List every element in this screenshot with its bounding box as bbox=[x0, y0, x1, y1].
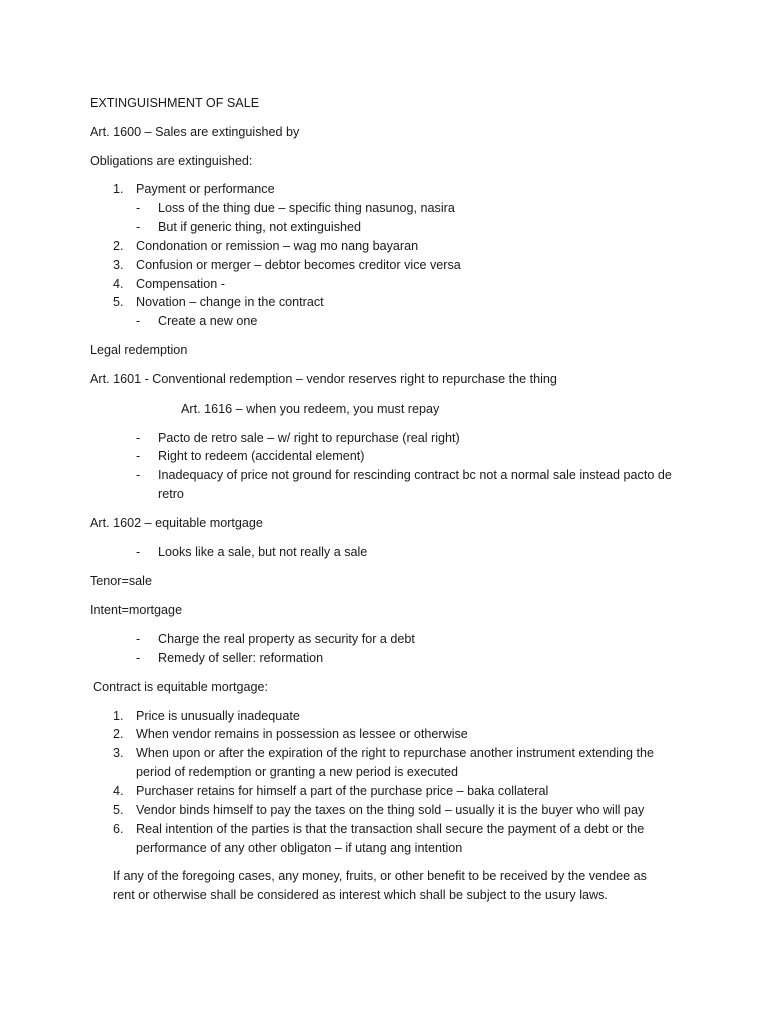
bullet-item-continued: retro bbox=[158, 487, 184, 501]
sub-list-item: But if generic thing, not extinguished bbox=[158, 220, 362, 234]
contract-heading: Contract is equitable mortgage: bbox=[93, 680, 269, 694]
list-item: Compensation - bbox=[136, 277, 225, 291]
closing-paragraph-line: If any of the foregoing cases, any money, fruits, or other benefit to be received by the vendee as bbox=[113, 869, 647, 883]
list-number: 3. bbox=[113, 746, 124, 760]
sub-list-item: Create a new one bbox=[158, 314, 258, 328]
dash-bullet: - bbox=[136, 431, 141, 445]
bullet-item: Looks like a sale, but not really a sale bbox=[158, 545, 368, 559]
dash-bullet: - bbox=[136, 201, 141, 215]
article-1601: Art. 1601 - Conventional redemption – vendor reserves right to repurchase the thing bbox=[90, 372, 557, 386]
list-number: 1. bbox=[113, 709, 124, 723]
bullet-item: Remedy of seller: reformation bbox=[158, 651, 324, 665]
list-item: Condonation or remission – wag mo nang bayaran bbox=[136, 239, 419, 253]
list-number: 4. bbox=[113, 277, 124, 291]
dash-bullet: - bbox=[136, 449, 141, 463]
bullet-item: Charge the real property as security for a debt bbox=[158, 632, 415, 646]
list-item: Payment or performance bbox=[136, 182, 275, 196]
closing-paragraph-line: rent or otherwise shall be considered as interest which shall be subject to the usury laws. bbox=[113, 888, 608, 902]
dash-bullet: - bbox=[136, 632, 141, 646]
legal-redemption-heading: Legal redemption bbox=[90, 343, 188, 357]
dash-bullet: - bbox=[136, 468, 141, 482]
list-item-continued: period of redemption or granting a new period is executed bbox=[136, 765, 459, 779]
intent-line: Intent=mortgage bbox=[90, 603, 183, 617]
article-1602: Art. 1602 – equitable mortgage bbox=[90, 516, 263, 530]
list-item: Novation – change in the contract bbox=[136, 295, 324, 309]
list-item: Real intention of the parties is that the transaction shall secure the payment of a debt or the bbox=[136, 822, 645, 836]
dash-bullet: - bbox=[136, 314, 141, 328]
dash-bullet: - bbox=[136, 545, 141, 559]
list-item: Confusion or merger – debtor becomes creditor vice versa bbox=[136, 258, 461, 272]
list-number: 1. bbox=[113, 182, 124, 196]
article-1600: Art. 1600 – Sales are extinguished by bbox=[90, 125, 300, 139]
obligations-heading: Obligations are extinguished: bbox=[90, 154, 253, 168]
article-1616: Art. 1616 – when you redeem, you must repay bbox=[181, 402, 440, 416]
list-number: 2. bbox=[113, 239, 124, 253]
list-item-continued: performance of any other obligaton – if utang ang intention bbox=[136, 841, 463, 855]
dash-bullet: - bbox=[136, 651, 141, 665]
list-number: 4. bbox=[113, 784, 124, 798]
list-number: 6. bbox=[113, 822, 124, 836]
list-item: Purchaser retains for himself a part of the purchase price – baka collateral bbox=[136, 784, 549, 798]
list-item: Vendor binds himself to pay the taxes on the thing sold – usually it is the buyer who will pay bbox=[136, 803, 645, 817]
list-number: 2. bbox=[113, 727, 124, 741]
bullet-item: Right to redeem (accidental element) bbox=[158, 449, 365, 463]
list-item: When vendor remains in possession as lessee or otherwise bbox=[136, 727, 468, 741]
tenor-line: Tenor=sale bbox=[90, 574, 152, 588]
document-title: EXTINGUISHMENT OF SALE bbox=[90, 96, 260, 110]
sub-list-item: Loss of the thing due – specific thing nasunog, nasira bbox=[158, 201, 455, 215]
bullet-item: Pacto de retro sale – w/ right to repurchase (real right) bbox=[158, 431, 460, 445]
list-item: When upon or after the expiration of the right to repurchase another instrument extending the bbox=[136, 746, 655, 760]
list-number: 5. bbox=[113, 803, 124, 817]
list-item: Price is unusually inadequate bbox=[136, 709, 300, 723]
list-number: 5. bbox=[113, 295, 124, 309]
dash-bullet: - bbox=[136, 220, 141, 234]
list-number: 3. bbox=[113, 258, 124, 272]
bullet-item: Inadequacy of price not ground for rescinding contract bc not a normal sale instead pacto de bbox=[158, 468, 672, 482]
